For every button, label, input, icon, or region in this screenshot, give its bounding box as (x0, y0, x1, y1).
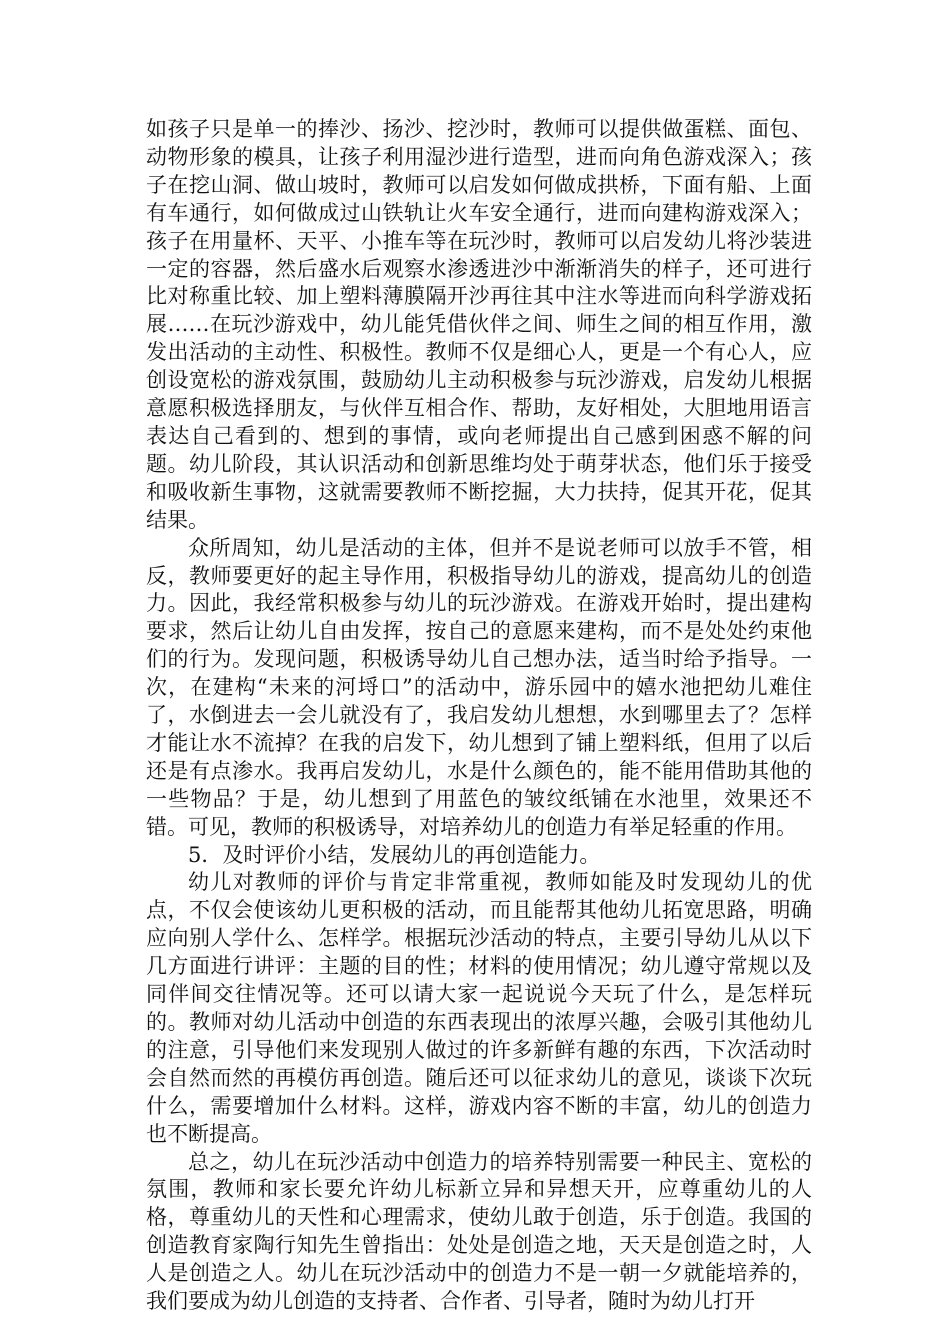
paragraph-sand-play-guidance: 如孩子只是单一的捧沙、扬沙、挖沙时，教师可以提供做蛋糕、面包、动物形象的模具，让孩子利用湿沙进行造型，进而向角色游戏深入；孩子在挖山洞、做山坡时，教师可以启发如何做成拱桥，下面有船、上面有车通行，如何做成过山铁轨让火车安全通行，进而向建构游戏深入；孩子在用量杯、天平、小推车等在玩沙时，教师可以启发幼儿将沙装进一定的容器，然后盛水后观察水渗透进沙中渐渐消失的样子，还可进行比对称重比较、加上塑料薄膜隔开沙再往其中注水等进而向科学游戏拓展……在玩沙游戏中，幼儿能凭借伙伴之间、师生之间的相互作用，激发出活动的主动性、积极性。教师不仅是细心人，更是一个有心人，应创设宽松的游戏氛围，鼓励幼儿主动积极参与玩沙游戏，启发幼儿根据意愿积极选择朋友，与伙伴互相合作、帮助，友好相处，大胆地用语言表达自己看到的、想到的事情，或向老师提出自己感到困惑不解的问题。幼儿阶段，其认识活动和创新思维均处于萌芽状态，他们乐于接受和吸收新生事物，这就需要教师不断挖掘，大力扶持，促其开花，促其结果。 (146, 117, 812, 532)
paragraph-evaluation-summary: 幼儿对教师的评价与肯定非常重视，教师如能及时发现幼儿的优点，不仅会使该幼儿更积极的活动，而且能帮其他幼儿拓宽思路，明确应向别人学什么、怎样学。根据玩沙活动的特点，主要引导幼儿从以下几方面进行讲评：主题的目的性；材料的使用情况；幼儿遵守常规以及同伴间交往情况等。还可以请大家一起说说今天玩了什么，是怎样玩的。教师对幼儿活动中创造的东西表现出的浓厚兴趣，会吸引其他幼儿的注意，引导他们来发现别人做过的许多新鲜有趣的东西，下次活动时会自然而然的再模仿再创造。随后还可以征求幼儿的意见，谈谈下次玩什么，需要增加什么材料。这样，游戏内容不断的丰富，幼儿的创造力也不断提高。 (146, 870, 812, 1146)
paragraph-conclusion: 总之，幼儿在玩沙活动中创造力的培养特别需要一种民主、宽松的氛围，教师和家长要允许幼儿标新立异和异想天开，应尊重幼儿的人格，尊重幼儿的天性和心理需求，使幼儿敢于创造，乐于创造。我国的创造教育家陶行知先生曾指出：处处是创造之地，天天是创造之时，人人是创造之人。幼儿在玩沙活动中的创造力不是一朝一夕就能培养的，我们要成为幼儿创造的支持者、合作者、引导者，随时为幼儿打开 (146, 1149, 812, 1314)
document-page (146, 116, 812, 1316)
section-heading-evaluation: 5．及时评价小结，发展幼儿的再创造能力。 (188, 842, 601, 867)
paragraph-teacher-leading-role: 众所周知，幼儿是活动的主体，但并不是说老师可以放手不管，相反，教师要更好的起主导作用，积极指导幼儿的游戏，提高幼儿的创造力。因此，我经常积极参与幼儿的玩沙游戏。在游戏开始时，提出建构要求，然后让幼儿自由发挥，按自己的意愿来建构，而不是处处约束他们的行为。发现问题，积极诱导幼儿自己想办法，适当时给予指导。一次，在建构“未来的河埒口”的活动中，游乐园中的嬉水池把幼儿难住了，水倒进去一会儿就没有了，我启发幼儿想想，水到哪里去了？怎样才能让水不流掉？在我的启发下，幼儿想到了铺上塑料纸，但用了以后还是有点渗水。我再启发幼儿，水是什么颜色的，能不能用借助其他的一些物品？于是，幼儿想到了用蓝色的皱纹纸铺在水池里，效果还不错。可见，教师的积极诱导，对培养幼儿的创造力有举足轻重的作用。 (146, 535, 812, 839)
